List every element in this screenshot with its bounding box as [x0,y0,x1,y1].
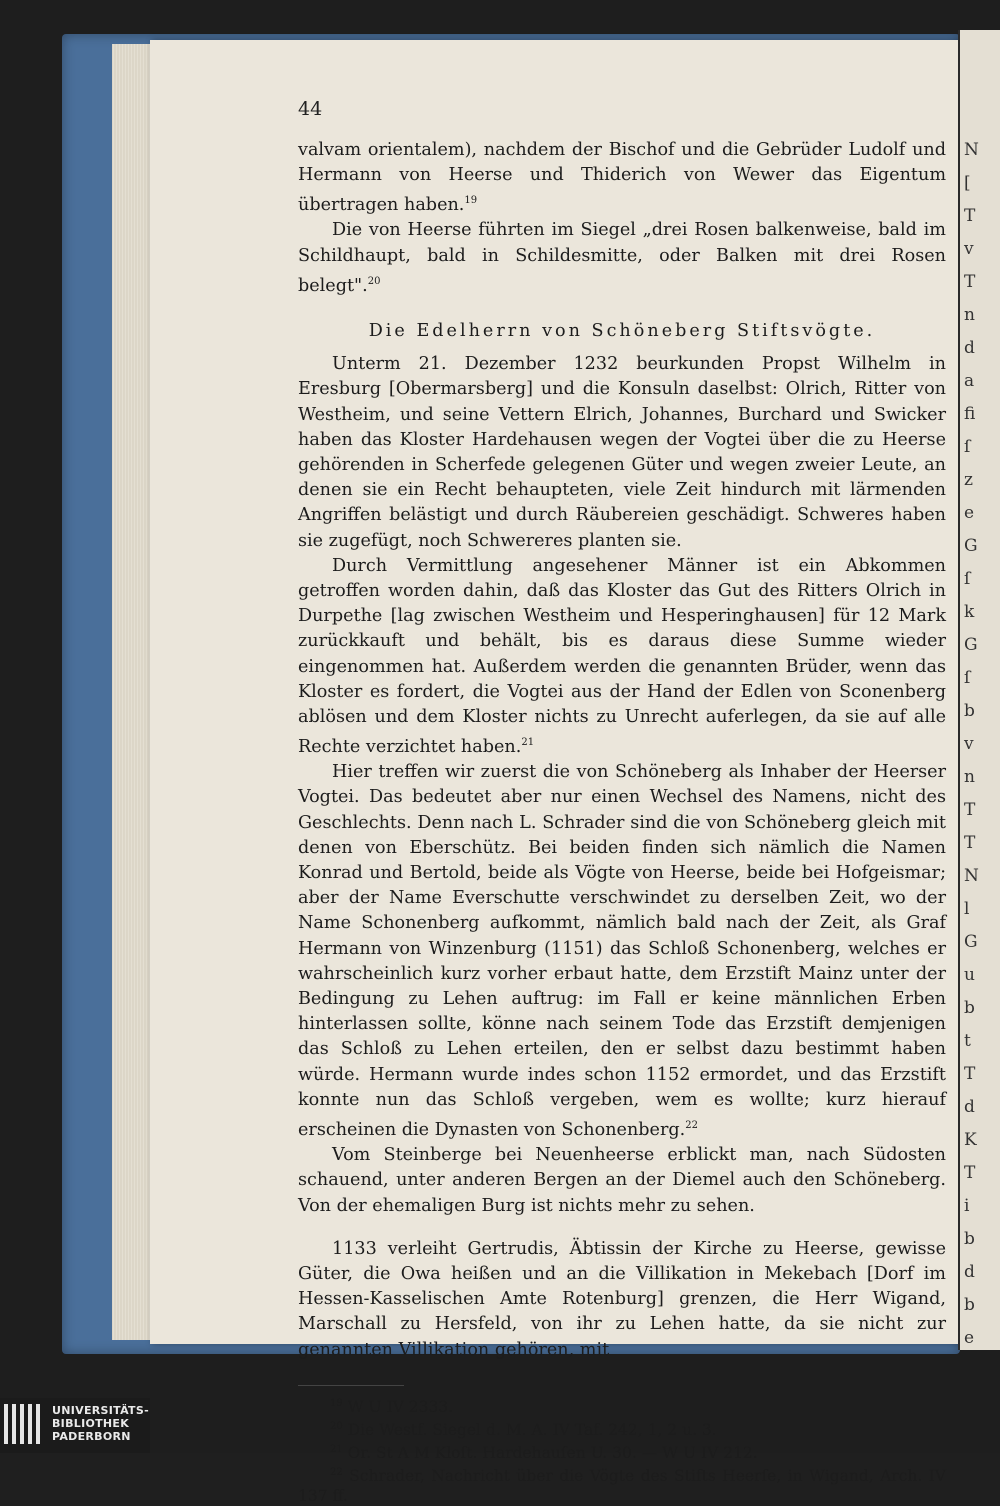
adjacent-page-letter: n [964,767,975,787]
adjacent-page-letter: N [964,140,979,160]
adjacent-page-letter: u [964,965,975,985]
adjacent-page-letter: l [964,899,970,919]
footnote: $^{22}$ Schrader, Nachricht über die Vögte des Stifts Heerſe, in Wigand, Arch. IV 137 ff. [298,1467,946,1506]
footnote: $^{19}$ W U IV 2333. [330,1397,454,1416]
footnotes [298,1394,946,1506]
paragraph: Vom Steinberge bei Neuenheerse erblickt man, nach Südosten schauend, unter anderen Bergen an der Diemel auch den Schöneberg. Von der ehemaligen Burg ist nichts mehr zu sehen. [298,1145,946,1216]
paragraph: valvam orientalem), nachdem der Bischof und die Gebrüder Ludolf und Hermann von Heerse und Thiderich von Wewer das Eigentum übertragen haben.$^{19}$ [298,140,946,216]
adjacent-page-letter: T [964,833,976,853]
logo-line: UNIVERSITÄTS- [52,1404,149,1417]
adjacent-page-letter: T [964,272,976,292]
adjacent-page-letter: G [964,635,978,655]
logo-line: PADERBORN [52,1430,131,1443]
footnote-ref: 20 [367,275,381,287]
adjacent-page-letter: [ [964,173,971,193]
adjacent-page-letter: T [964,1163,976,1183]
paragraph: Unterm 21. Dezember 1232 beurkunden Propst Wilhelm in Eresburg [Obermarsberg] und die Konsuln daselbst: Olrich, Ritter von Westheim, und seine Vettern Elrich, Johannes, Burchard und Swicker haben das Kloster Hardehausen wegen der Vogtei über die zu Heerse gehörenden in Scherfede gelegenen Güter und wegen zweier Leute, an denen sie ein Recht behaupteten, viele Zeit hindurch mit lärmenden Angriffen belästigt und durch Räubereien geschädigt. Schweres haben sie zugefügt, noch Schwereres planten sie. [298,354,946,551]
adjacent-page-letter: b [964,1229,975,1249]
adjacent-page-letter: e [964,503,975,523]
adjacent-page-letter: T [964,800,976,820]
adjacent-page-letter: i [964,1196,970,1216]
footnote-ref: 22 [685,1120,698,1132]
adjacent-page-letter: d [964,1097,975,1117]
page-text [298,138,946,1506]
adjacent-page-letter: G [964,536,978,556]
paragraph: 1133 verleiht Gertrudis, Äbtissin der Kirche zu Heerse, gewisse Güter, die Owa heißen und an die Villikation in Mekebach [Dorf im Hessen-Kasselischen Amte Rotenburg] grenzen, die Herr Wigand, Marschall zu Hersfeld, von ihr zu Lehen hatte, da sie nicht zur genannten Villikation gehören, mit [298,1238,946,1360]
adjacent-page-letter: b [964,1295,975,1315]
adjacent-page-letter: b [964,701,975,721]
adjacent-page-letter: ſ [964,668,971,688]
logo-line: BIBLIOTHEK [52,1417,130,1430]
library-logo-icon [4,1404,46,1448]
adjacent-page-strip [958,30,1000,1350]
adjacent-page-letter: d [964,338,975,358]
library-logo-text [52,1404,149,1443]
footnote: $^{20}$ Die Westf. Siegel d. M. A. IV Taf. 242, 1, 2 u. 3. [330,1420,717,1440]
footnote: $^{21}$ Or. St A M Kloſt. Hardehauſen U. 30. — W U IV 212. [330,1444,758,1463]
paragraph: Die von Heerse führten im Siegel „drei Rosen balkenweise, bald im Schildhaupt, bald in Schildesmitte, oder Balken mit drei Rosen belegt".$^{20}$ [298,220,946,296]
adjacent-page-letter: G [964,932,978,952]
adjacent-page-letter: n [964,305,975,325]
footnote-separator [298,1385,404,1386]
section-heading: Die Edelherrn von Schöneberg Stiftsvögte. [368,320,876,341]
adjacent-page-letter: k [964,602,975,622]
page-number: 44 [298,98,323,120]
adjacent-page-letter: N [964,866,979,886]
adjacent-page-letter: T [964,206,976,226]
adjacent-page-letter: t [964,1031,971,1051]
paragraph: Hier treffen wir zuerst die von Schöneberg als Inhaber der Heerser Vogtei. Das bedeutet aber nur einen Wechsel des Namens, nicht des Geschlechts. Denn nach L. Schrader sind die von Schöneberg gleich mit denen von Eberschütz. Bei beiden finden sich nämlich die Namen Konrad und Bertold, beide als Vögte von Heerse, beide bei Hofgeismar; aber der Name Everschutte verschwindet zu derselben Zeit, wo der Name Schonenberg aufkommt, nämlich bald nach der Zeit, als Graf Hermann von Winzenburg (1151) das Schloß Schonenberg, welches er wahrscheinlich kurz vorher erbaut hatte, dem Erzstift Mainz unter der Bedingung zu Lehen auftrug: im Fall er keine männlichen Erben hinterlassen sollte, könne nach seinem Tode das Erzstift demjenigen das Schloß zu Lehen erteilen, den er selbst dazu bestimmt haben würde. Hermann wurde indes schon 1152 ermordet, und das Erzstift konnte nun das Schloß vergeben, wem es wollte; kurz hierauf erscheinen die Dynasten von Schonenberg.$^{22}$ [298,762,946,1140]
adjacent-page-letter: ſ [964,437,971,457]
footnote-ref: 21 [521,737,535,749]
adjacent-page-letter: fi [964,404,976,424]
adjacent-page-letter: e [964,1328,975,1348]
paragraph: Durch Vermittlung angesehener Männer ist ein Abkommen getroffen worden dahin, daß das Kloster das Gut des Ritters Olrich in Durpethe [lag zwischen Westheim und Hesperinghausen] für 12 Mark zurückkauft und behält, bis es daraus diese Summe wieder eingenommen hat. Außerdem werden die genannten Brüder, wenn das Kloster es fordert, die Vogtei aus der Hand der Edlen von Sconenberg ablösen und dem Kloster nichts zu Unrecht auferlegen, da sie auf alle Rechte verzichtet haben.$^{21}$ [298,555,946,758]
adjacent-page-letter: b [964,998,975,1018]
adjacent-page-letter: d [964,1262,975,1282]
adjacent-page-letter: T [964,1064,976,1084]
adjacent-page-letter: ſ [964,569,971,589]
footnote-ref: 19 [464,195,478,207]
adjacent-page-letter: K [964,1130,977,1150]
adjacent-page-letter: v [964,734,974,754]
adjacent-page-letter: v [964,239,974,259]
adjacent-page-letter: z [964,470,973,490]
adjacent-page-letter: a [964,371,975,391]
